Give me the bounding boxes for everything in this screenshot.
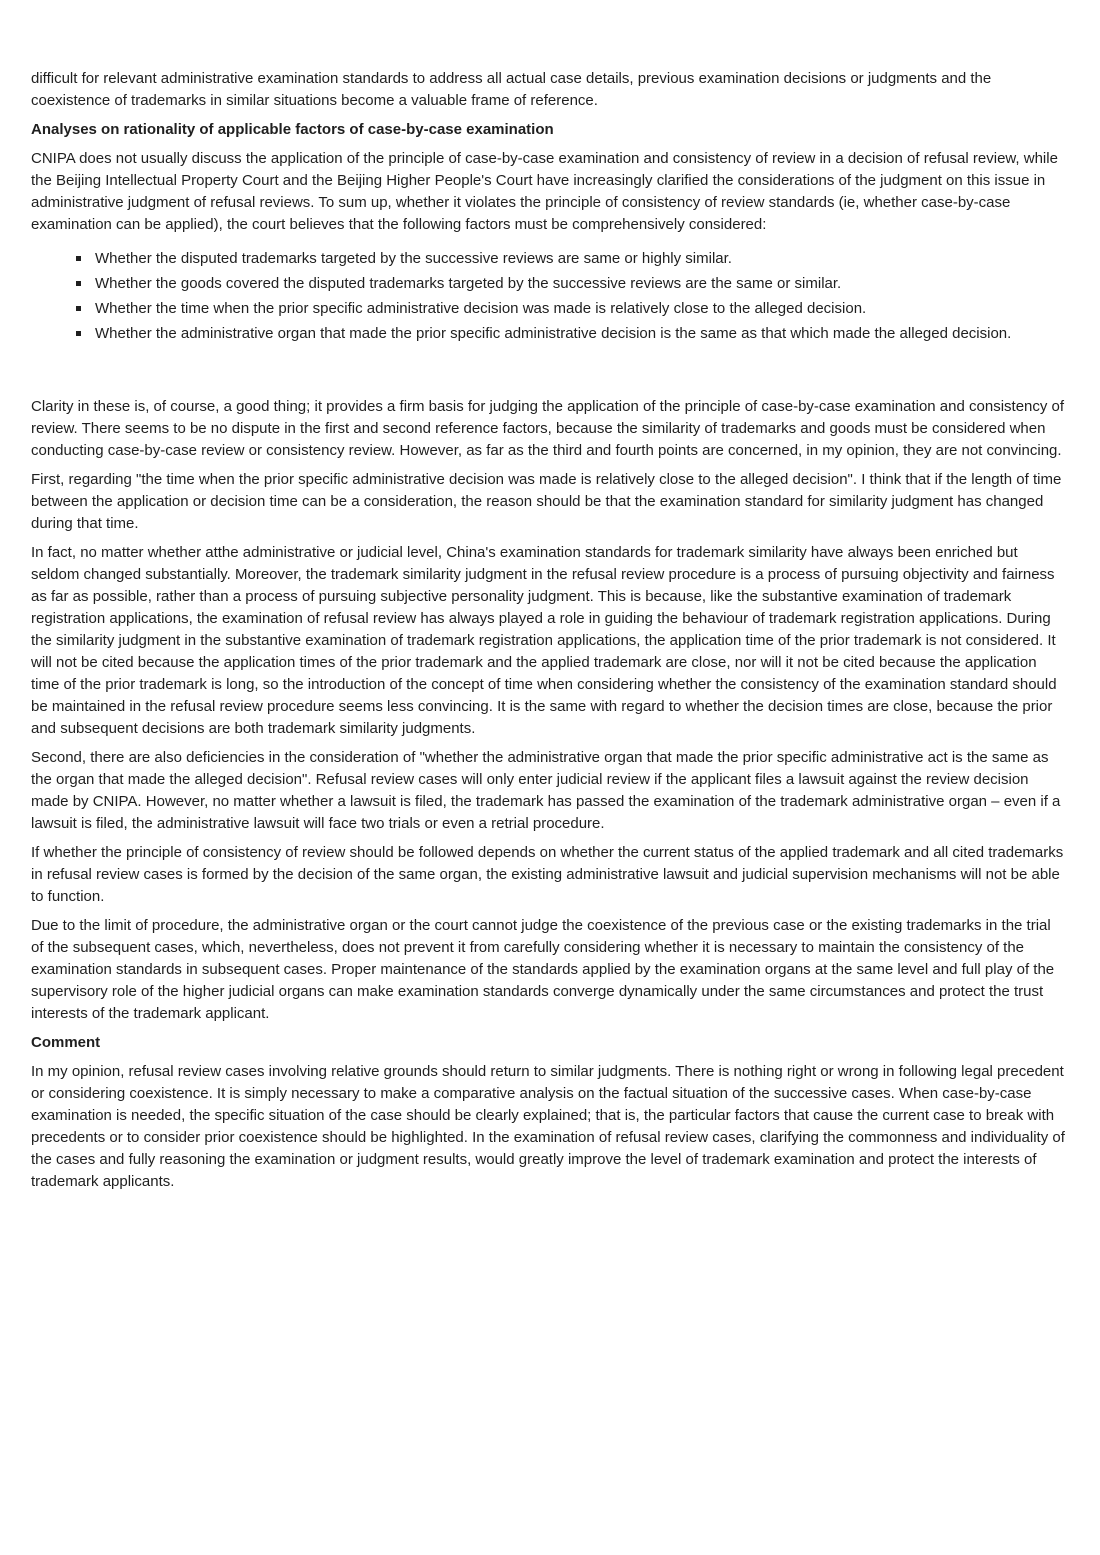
heading-comment: Comment <box>31 1034 101 1051</box>
factor-list-item-4: Whether the administrative organ that made the prior specific administrative decision is the same as that which made the alleged decision. <box>31 321 1065 346</box>
paragraph-second-point: Second, there are also deficiencies in the consideration of "whether the administrative organ that made the prior specific administrative act is the same as the organ that made the alleged decision". Refusal review cases will only enter judicial review if the applicant files a lawsuit against the review decision made by CNIPA. However, no matter whether a lawsuit is filed, the trademark has passed the examination of the trademark administrative organ – even if a lawsuit is filed, the administrative lawsuit will face two trials or even a retrial procedure. <box>31 749 1061 832</box>
paragraph-first-point: First, regarding "the time when the prior specific administrative decision was made is relatively close to the alleged decision". I think that if the length of time between the application or decision time can be a consideration, the reason should be that the examination standard for similarity judgment has changed during that time. <box>31 471 1062 532</box>
paragraph-lead: difficult for relevant administrative examination standards to address all actual case details, previous examination decisions or judgments and the coexistence of trademarks in similar situations become a valuable frame of reference. <box>31 70 992 109</box>
paragraph-comment: In my opinion, refusal review cases involving relative grounds should return to similar judgments. There is nothing right or wrong in following legal precedent or considering coexistence. It is simply necessary to make a comparative analysis on the factual situation of the successive cases. When case-by-case examination is needed, the specific situation of the case should be clearly explained; that is, the particular factors that cause the current case to break with precedents or to consider prior coexistence should be highlighted. In the examination of refusal review cases, clarifying the commonness and individuality of the cases and fully reasoning the examination or judgment results, would greatly improve the level of trademark examination and protect the interests of trademark applicants. <box>31 1063 1065 1190</box>
paragraph-cnipa: CNIPA does not usually discuss the application of the principle of case-by-case examination and consistency of review in a decision of refusal review, while the Beijing Intellectual Property Court and the Beijing Higher People's Court have increasingly clarified the considerations of the judgment on this issue in administrative judgment of refusal reviews. To sum up, whether it violates the principle of consistency of review standards (ie, whether case-by-case examination can be applied), the court believes that the following factors must be comprehensively considered: <box>31 150 1058 233</box>
paragraph-if-whether: If whether the principle of consistency of review should be followed depends on whether the current status of the applied trademark and all cited trademarks in refusal review cases is formed by the decision of the same organ, the existing administrative lawsuit and judicial supervision mechanisms will not be able to function. <box>31 844 1064 905</box>
factor-list-item-2: Whether the goods covered the disputed trademarks targeted by the successive reviews are the same or similar. <box>31 271 1065 296</box>
factor-list <box>31 246 1065 346</box>
article-body <box>31 68 1065 1200</box>
factor-list-item-1: Whether the disputed trademarks targeted by the successive reviews are same or highly similar. <box>31 246 1065 271</box>
paragraph-in-fact: In fact, no matter whether atthe administrative or judicial level, China's examination standards for trademark similarity have always been enriched but seldom changed substantially. Moreover, the trademark similarity judgment in the refusal review procedure is a process of pursuing objectivity and fairness as far as possible, rather than a process of pursuing subjective personality judgment. This is because, like the substantive examination of trademark registration applications, the examination of refusal review has always played a role in guiding the behaviour of trademark registration applications. During the similarity judgment in the substantive examination of trademark registration applications, the application time of the prior trademark is not considered. It will not be cited because the application times of the prior trademark and the applied trademark are close, nor will it not be cited because the application time of the prior trademark is long, so the introduction of the concept of time when considering whether the consistency of the examination standard should be maintained in the refusal review procedure seems less convincing. It is the same with regard to whether the decision times are close, because the prior and subsequent decisions are both trademark similarity judgments. <box>31 544 1057 737</box>
heading-analyses: Analyses on rationality of applicable factors of case-by-case examination <box>31 121 554 138</box>
paragraph-clarity: Clarity in these is, of course, a good thing; it provides a firm basis for judging the application of the principle of case-by-case examination and consistency of review. There seems to be no dispute in the first and second reference factors, because the similarity of trademarks and goods must be considered when conducting case-by-case review or consistency review. However, as far as the third and fourth points are concerned, in my opinion, they are not convincing. <box>31 398 1065 459</box>
factor-list-item-3: Whether the time when the prior specific administrative decision was made is relatively close to the alleged decision. <box>31 296 1065 321</box>
paragraph-due-to-limit: Due to the limit of procedure, the administrative organ or the court cannot judge the coexistence of the previous case or the existing trademarks in the trial of the subsequent cases, which, nevertheless, does not prevent it from carefully considering whether it is necessary to maintain the consistency of the examination standards in subsequent cases. Proper maintenance of the standards applied by the examination organs at the same level and full play of the supervisory role of the higher judicial organs can make examination standards converge dynamically under the same circumstances and protect the trust interests of the trademark applicant. <box>31 917 1055 1022</box>
